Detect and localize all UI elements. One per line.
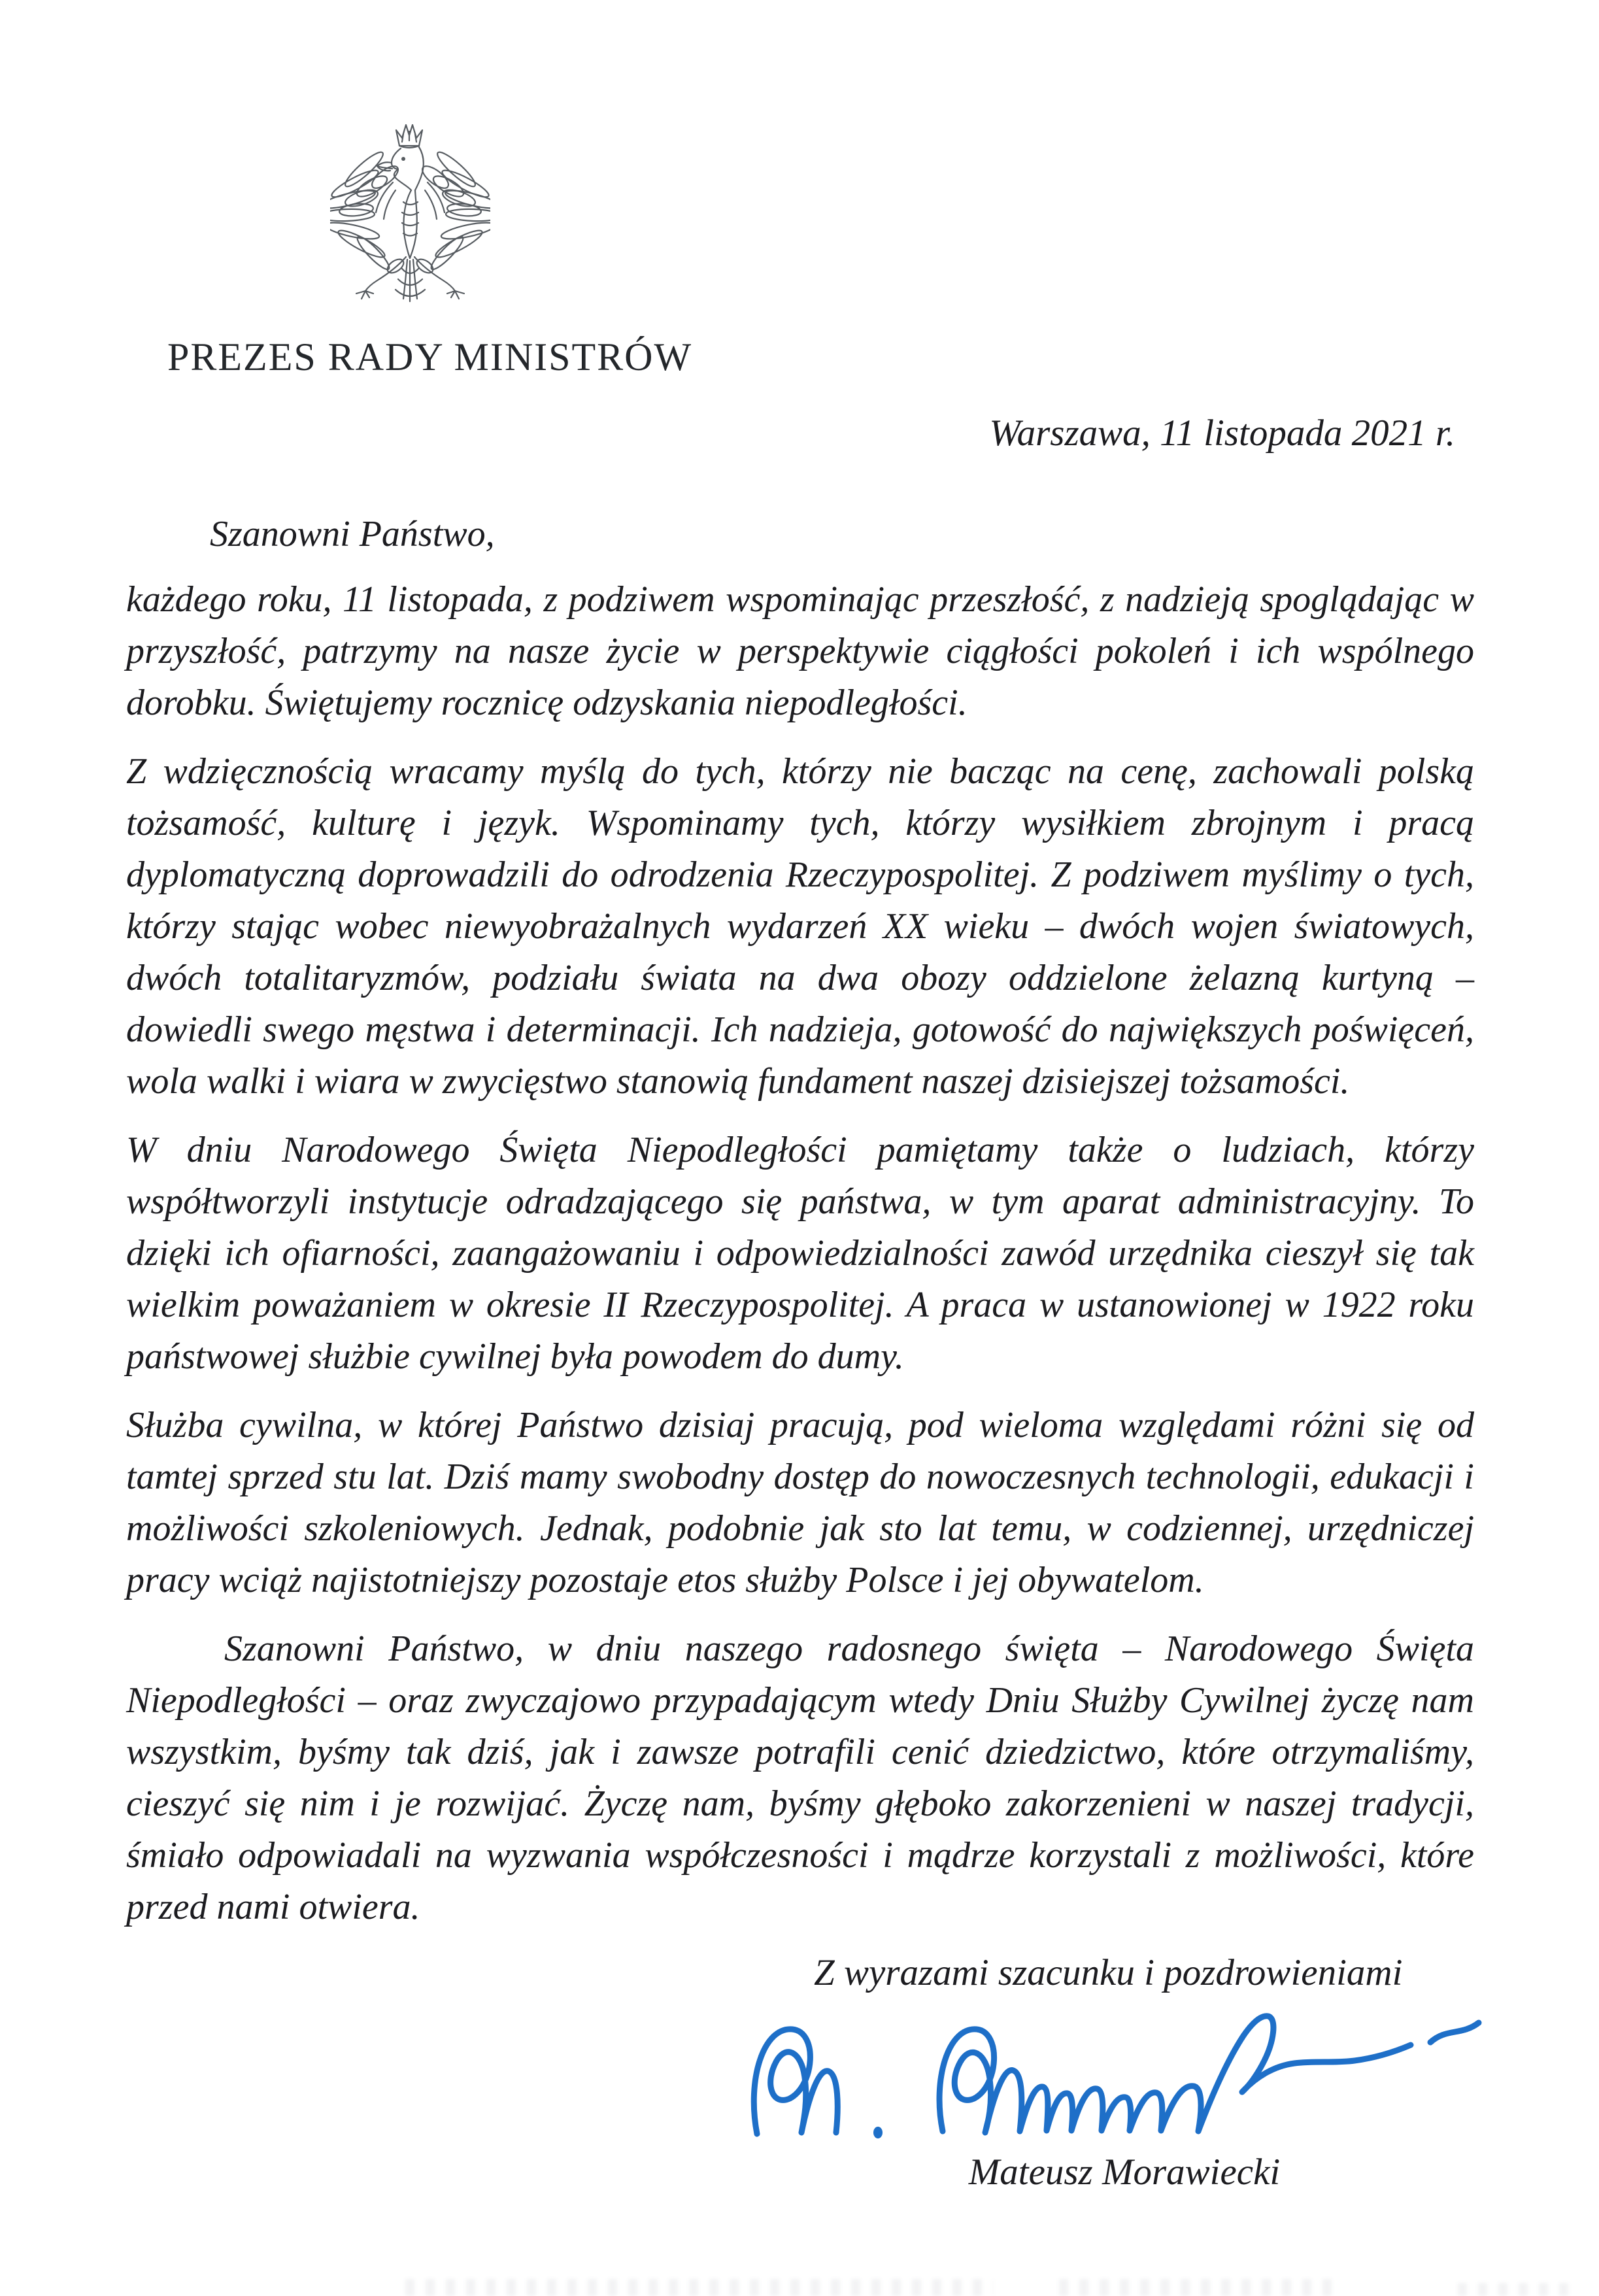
closing-line: Z wyrazami szacunku i pozdrowieniami: [814, 1952, 1403, 1993]
scan-artifact: [1059, 2279, 1334, 2296]
letter-paragraph-3: W dniu Narodowego Święta Niepodległości pamiętamy także o ludziach, którzy współtworzyli instytucje odradzającego się państwa, w tym aparat administracyjny. To dzięki ich ofiarności, zaangażowaniu i odpowiedzialności zawód urzędnika cieszył się tak wielkim poważaniem w okresie II Rzeczypospolitej. A praca w ustanowionej w 1922 roku państwowej służbie cywilnej była powodem do dumy.: [126, 1130, 1474, 1377]
letter-paragraph-5: Szanowni Państwo, w dniu naszego radosnego święta – Narodowego Święta Niepodległości – oraz zwyczajowo przypadającym wtedy Dniu Służby Cywilnej życzę nam wszystkim, byśmy tak dziś, jak i zawsze potrafili cenić dziedzictwo, które otrzymaliśmy, cieszyć się nim i je rozwijać. Życzę nam, byśmy głęboko zakorzenieni w naszej tradycji, śmiało odpowiadali na wyzwania współczesności i mądrze korzystali z możliwości, które przed nami otwiera.: [126, 1629, 1474, 1927]
letter-paragraph-1: każdego roku, 11 listopada, z podziwem wspominając przeszłość, z nadzieją spoglądając w przyszłość, patrzymy na nasze życie w perspektywie ciągłości pokoleń i ich wspólnego dorobku. Świętujemy rocznicę odzyskania niepodległości.: [126, 579, 1474, 723]
handwritten-signature-icon: [739, 1995, 1543, 2165]
letter-paragraph-4: Służba cywilna, w której Państwo dzisiaj pracują, pod wieloma względami różni się od tamtej sprzed stu lat. Dziś mamy swobodny dostęp do nowoczesnych technologii, edukacji i możliwości szkoleniowych. Jednak, podobnie jak sto lat temu, w codziennej, urzędniczej pracy wciąż najistotniejszy pozostaje etos służby Polsce i jej obywatelom.: [126, 1405, 1474, 1600]
dateline: Warszawa, 11 listopada 2021 r.: [989, 413, 1455, 454]
letter-body: [126, 509, 1474, 1933]
letter-paragraph-2: Z wdzięcznością wracamy myślą do tych, którzy nie bacząc na cenę, zachowali polską tożsamość, kulturę i język. Wspominamy tych, którzy wysiłkiem zbrojnym i pracą dyplomatyczną doprowadzili do odrodzenia Rzeczypospolitej. Z podziwem myślimy o tych, którzy stając wobec niewyobrażalnych wydarzeń XX wieku – dwóch wojen światowych, dwóch totalitaryzmów, podziału świata na dwa obozy oddzielone żelazną kurtyną – dowiedli swego męstwa i determinacji. Ich nadzieja, gotowość do największych poświęceń, wola walki i wiara w zwycięstwo stanowią fundament naszej dzisiejszej tożsamości.: [126, 751, 1474, 1102]
scan-artifact: [1458, 2283, 1569, 2296]
scan-artifact: [405, 2279, 994, 2296]
polish-eagle-emblem-icon: [330, 122, 490, 306]
signed-name: Mateusz Morawiecki: [968, 2152, 1281, 2193]
salutation: Szanowni Państwo,: [210, 514, 495, 554]
office-title: PREZES RADY MINISTRÓW: [167, 335, 693, 379]
